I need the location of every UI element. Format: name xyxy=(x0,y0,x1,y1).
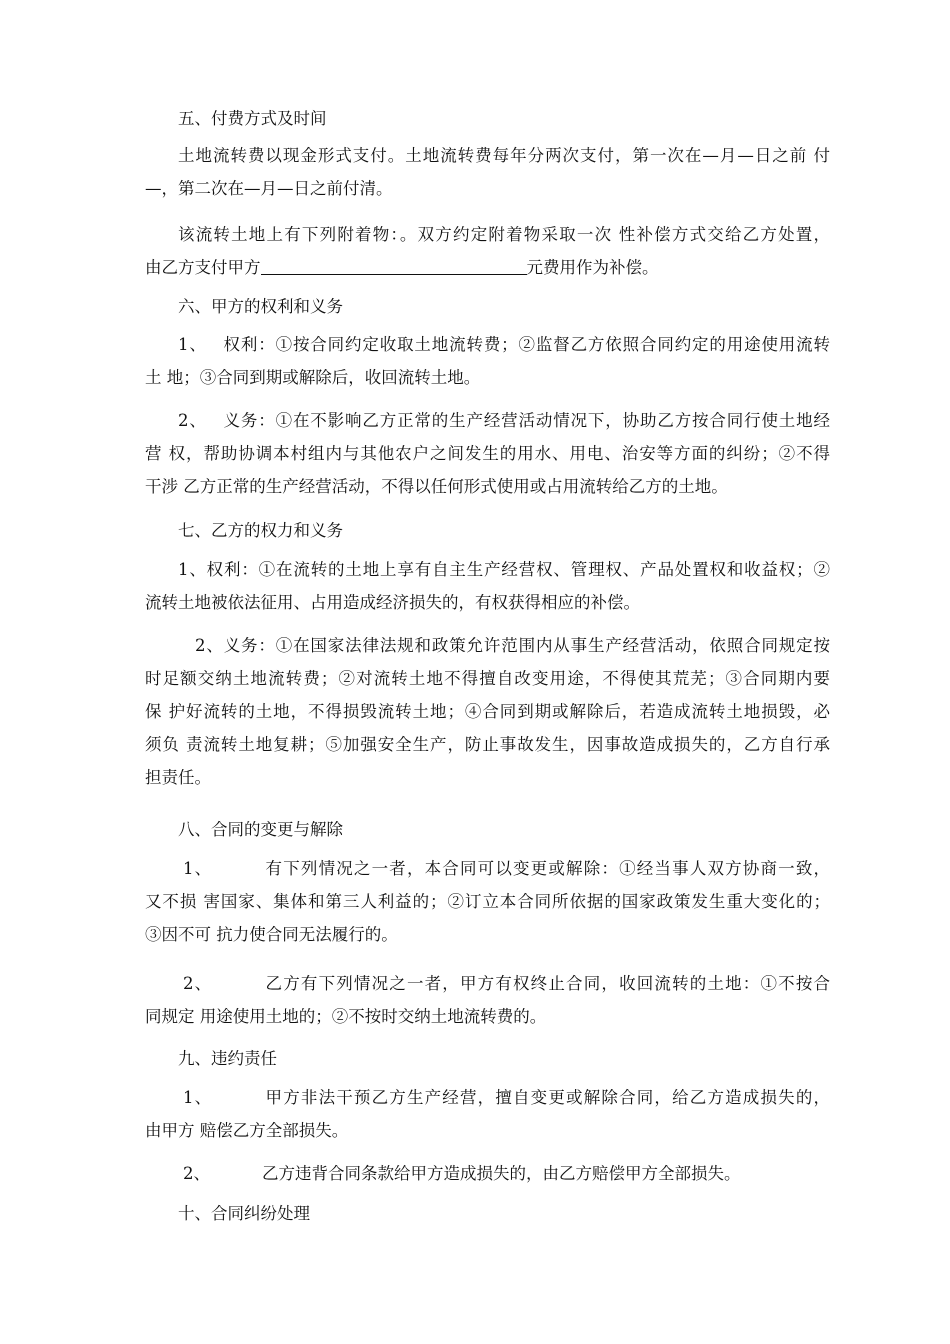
text-segment: 权利：①按合同约定收取土地流转费；②监督乙方依照合同约定的用途使用流转 xyxy=(222,335,831,354)
section-heading: 八、合同的变更与解除 xyxy=(178,820,343,839)
text-line: 同规定 用途使用土地的；②不按时交纳土地流转费的。 xyxy=(145,1007,547,1026)
paragraph xyxy=(145,139,830,205)
text-line: 须负 责流转土地复耕；⑤加强安全生产，防止事故发生，因事故造成损失的，乙方自行承 xyxy=(145,735,830,754)
item-number: 1、 xyxy=(183,1088,213,1107)
text-line xyxy=(145,328,830,361)
item-number: 1、 xyxy=(178,335,207,354)
text-line: 担责任。 xyxy=(145,768,211,787)
list-item xyxy=(145,852,830,951)
text-line: 保 护好流转的土地，不得损毁流转土地；④合同到期或解除后，若造成流转土地损毁，必 xyxy=(145,702,830,721)
text-line: 2、义务：①在国家法律法规和政策允许范围内从事生产经营活动，依照合同规定按 xyxy=(195,636,830,655)
text-line: 营 权，帮助协调本村组内与其他农户之间发生的用水、用电、治安等方面的纠纷；②不得 xyxy=(145,444,830,463)
item-number: 1、 xyxy=(183,859,213,878)
section-8 xyxy=(145,813,830,846)
section-6 xyxy=(145,290,830,323)
text-segment: 由乙方支付甲方 xyxy=(145,258,261,277)
text-line: 土 地；③合同到期或解除后，收回流转土地。 xyxy=(145,368,481,387)
section-heading: 六、甲方的权利和义务 xyxy=(178,297,343,316)
text-line xyxy=(145,852,830,885)
item-number: 2、 xyxy=(183,1164,210,1183)
item-number: 2、 xyxy=(183,974,213,993)
text-line xyxy=(145,251,830,284)
item-number: 2、 xyxy=(178,411,207,430)
section-heading: 七、乙方的权力和义务 xyxy=(178,521,343,540)
text-line: 时足额交纳土地流转费；②对流转土地不得擅自改变用途，不得使其荒芜；③合同期内要 xyxy=(145,669,830,688)
list-item xyxy=(145,404,830,503)
section-heading: 九、违约责任 xyxy=(178,1049,277,1068)
text-segment: 有下列情况之一者，本合同可以变更或解除：①经当事人双方协商一致， xyxy=(264,859,831,878)
list-item xyxy=(145,1157,830,1190)
text-segment: 乙方有下列情况之一者，甲方有权终止合同，收回流转的土地：①不按合 xyxy=(264,974,831,993)
section-heading: 十、合同纠纷处理 xyxy=(178,1204,310,1223)
text-line xyxy=(145,967,830,1000)
text-segment: 元费用作为补偿。 xyxy=(526,258,659,277)
text-line: ③因不可 抗力使合同无法履行的。 xyxy=(145,925,398,944)
text-line xyxy=(145,1157,830,1190)
text-segment: 义务：①在不影响乙方正常的生产经营活动情况下，协助乙方按合同行使土地经 xyxy=(222,411,831,430)
fill-in-blank xyxy=(261,256,527,275)
list-item xyxy=(145,553,830,619)
text-line: 1、权利：①在流转的土地上享有自主生产经营权、管理权、产品处置权和收益权；② xyxy=(178,560,830,579)
section-10 xyxy=(145,1197,830,1230)
text-segment: 甲方非法干预乙方生产经营，擅自变更或解除合同，给乙方造成损失的， xyxy=(264,1088,831,1107)
text-line: 流转土地被依法征用、占用造成经济损失的，有权获得相应的补偿。 xyxy=(145,593,640,612)
text-line: —，第二次在—月—日之前付清。 xyxy=(145,179,393,198)
text-line: 又不损 害国家、集体和第三人利益的；②订立本合同所依据的国家政策发生重大变化的； xyxy=(145,892,830,911)
paragraph xyxy=(145,218,830,284)
section-9 xyxy=(145,1042,830,1075)
text-line xyxy=(145,1081,830,1114)
section-7 xyxy=(145,514,830,547)
list-item xyxy=(145,629,830,794)
list-item xyxy=(145,1081,830,1147)
text-line xyxy=(145,404,830,437)
section-heading: 五、付费方式及时间 xyxy=(178,109,327,128)
text-line: 土地流转费以现金形式支付。土地流转费每年分两次支付，第一次在—月—日之前 付 xyxy=(178,146,830,165)
text-segment: 乙方违背合同条款给甲方造成损失的，由乙方赔偿甲方全部损失。 xyxy=(262,1164,741,1183)
text-line: 干涉 乙方正常的生产经营活动，不得以任何形式使用或占用流转给乙方的土地。 xyxy=(145,477,728,496)
list-item xyxy=(145,967,830,1033)
section-5 xyxy=(145,102,830,135)
text-line: 该流转土地上有下列附着物：。双方约定附着物采取一次 性补偿方式交给乙方处置， xyxy=(178,225,830,244)
list-item xyxy=(145,328,830,394)
text-line: 由甲方 赔偿乙方全部损失。 xyxy=(145,1121,349,1140)
